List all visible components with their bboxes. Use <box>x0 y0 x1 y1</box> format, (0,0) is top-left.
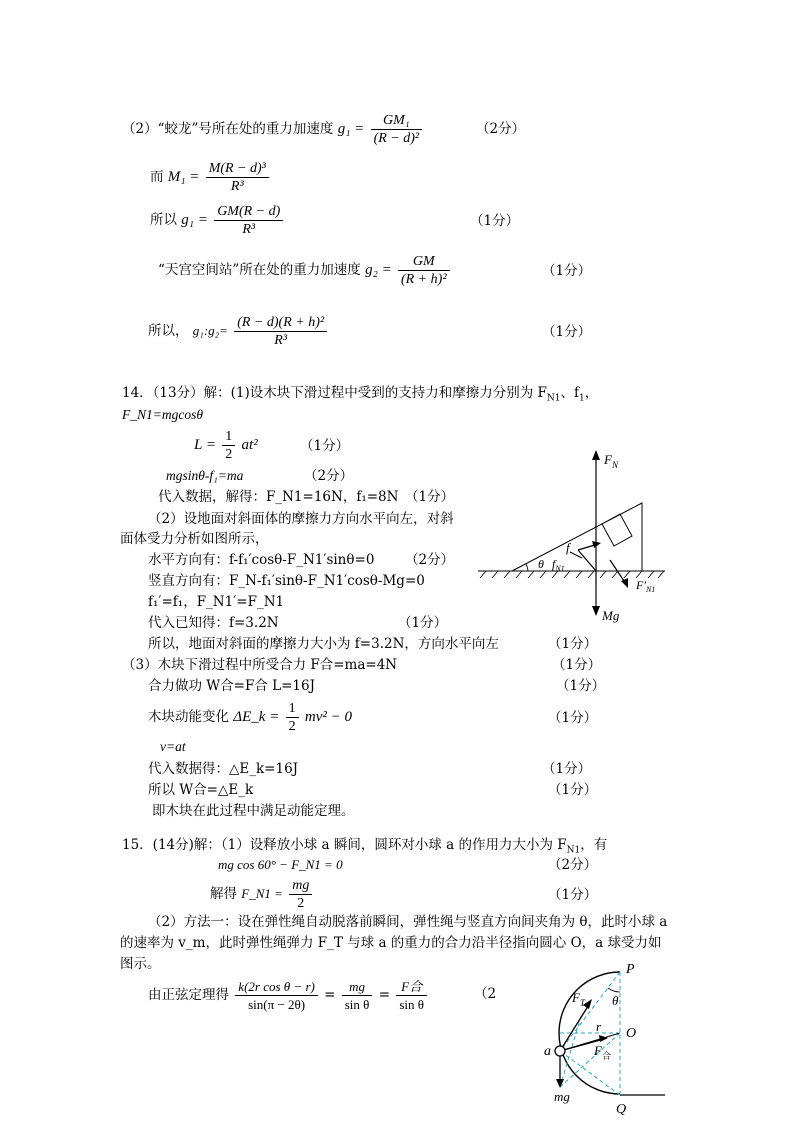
so-g1-denominator: R³ <box>242 222 256 237</box>
g2-label: “天宫空间站”所在处的重力加速度 <box>158 262 361 278</box>
m1-fraction <box>206 160 269 195</box>
sub-data-line: 代入数据，解得：F_N1=16N，f₁=8N <box>158 489 399 505</box>
sine-fraction3 <box>396 978 427 1013</box>
m1-numerator: M(R − d)³ <box>206 160 269 178</box>
so-w-score: （1分） <box>548 782 598 798</box>
g1-label: （2）“蛟龙”号所在处的重力加速度 <box>122 121 334 137</box>
ke-rhs: mv² − 0 <box>304 709 352 725</box>
incline-force-diagram <box>470 440 670 630</box>
horizontal-score: （2分） <box>405 552 455 568</box>
so-g1-fraction <box>214 203 283 238</box>
newton-equation: mgsinθ-f₁=ma <box>166 468 244 483</box>
label-FN1-prime: $F'_{N1}$ <box>636 578 656 594</box>
p2-line2: 面体受力分析如图所示， <box>120 531 269 547</box>
ratio-numerator: (R − d)(R + h)² <box>234 314 327 332</box>
ratio-lhs: g₁:g₂= <box>192 323 228 338</box>
equals-sign-1: = <box>324 987 336 1003</box>
conclusion-score: （1分） <box>548 636 598 652</box>
sine-fraction2 <box>342 978 373 1013</box>
g2-line <box>158 253 452 288</box>
work-line: 合力做功 W合=F合 L=16J <box>148 678 316 694</box>
sine-denominator3: sin θ <box>399 997 424 1012</box>
solve-line <box>210 877 314 912</box>
fn1-equation: F_N1=mgcosθ <box>122 407 203 422</box>
q15-p2-line1: （2）方法一：设在弹性绳自动脱落前瞬间，弹性绳与竖直方向间夹角为 θ，此时小球 a <box>148 914 668 930</box>
label-a: a <box>544 1044 551 1059</box>
p3-score: （1分） <box>552 657 602 673</box>
L-fraction <box>222 428 235 463</box>
solve-score: （1分） <box>548 887 598 903</box>
known-score: （1分） <box>398 615 448 631</box>
sine-numerator1: k(2r cos θ − r) <box>235 978 318 996</box>
theta-arc-P <box>608 988 620 992</box>
incline-triangle <box>512 503 642 571</box>
g1-denominator: (R − d)² <box>373 131 420 146</box>
sub-data-score: （1分） <box>405 489 455 505</box>
g2-denominator: (R + h)² <box>401 272 447 287</box>
ground-hatching <box>480 571 664 578</box>
sine-fraction1 <box>235 978 318 1013</box>
sine-denominator2: sin θ <box>344 997 370 1012</box>
solve-numerator: mg <box>289 877 312 895</box>
fhe-arrowhead <box>599 1035 608 1042</box>
L-score: （1分） <box>300 438 350 454</box>
so-w-line: 所以 W合=△E_k <box>148 782 254 798</box>
label-theta-ring: θ <box>612 993 619 1008</box>
label-fN1: $f_{N1}$ <box>552 557 565 573</box>
L-denominator: 2 <box>225 447 233 462</box>
g1-line <box>122 112 424 147</box>
q14-head-sub2: 1 <box>579 393 585 404</box>
label-Fhe: $F_合$ <box>594 1043 611 1061</box>
label-r: r <box>596 1019 602 1034</box>
g1-numerator: GM₁ <box>371 112 423 130</box>
sine-denominator1: sin(π − 2θ) <box>248 997 306 1012</box>
ke-line <box>148 700 352 735</box>
solve-label: 解得 <box>210 886 237 902</box>
sub-ke-score: （1分） <box>542 761 592 777</box>
q14-head-text: 14．（13分）解：(1)设木块下滑过程中受到的支持力和摩擦力分别为 F <box>122 385 547 401</box>
g2-numerator: GM <box>398 253 450 271</box>
q14-head-end: ， <box>584 385 599 401</box>
label-FT: $F_T$ <box>572 990 585 1008</box>
work-score: （1分） <box>556 678 606 694</box>
ke-fraction <box>286 700 299 735</box>
sub-ke-line: 代入数据得：△E_k=16J <box>148 761 299 777</box>
ke-numerator: 1 <box>286 700 299 718</box>
L-equation <box>194 428 258 463</box>
ball-a <box>555 1046 565 1056</box>
construction-line <box>560 1033 620 1087</box>
equals-sign-2: = <box>378 987 391 1003</box>
ke-lhs: ΔE_k = <box>233 709 280 725</box>
sine-score: （2 <box>474 986 497 1002</box>
known-line: 代入已知得：f=3.2N <box>148 615 279 631</box>
label-theta: θ <box>538 557 544 571</box>
ke-score: （1分） <box>548 710 598 726</box>
ratio-label: 所以， <box>148 323 189 339</box>
L-lhs: L = <box>194 437 216 453</box>
q14-head-sub1: N1 <box>546 393 561 404</box>
solve-denominator: 2 <box>297 896 305 911</box>
label-Q: Q <box>616 1102 627 1117</box>
horizontal-equation: 水平方向有：f-f₁′cosθ-F_N1′sinθ=0 <box>148 552 375 568</box>
ratio-denominator: R³ <box>274 333 288 348</box>
label-P: P <box>626 962 635 977</box>
g1-fraction <box>371 112 423 147</box>
line-P-to-a <box>560 972 620 1051</box>
v-equation: v=at <box>160 739 186 754</box>
fn-arrowhead <box>592 450 600 460</box>
ratio-fraction <box>234 314 327 349</box>
label-FN: $F_N$ <box>604 452 618 470</box>
mg-arrowhead-ring <box>556 1079 564 1088</box>
so-g1-line <box>150 203 285 238</box>
m1-lhs: M₁ = <box>167 169 200 185</box>
label-Mg: Mg <box>602 608 620 623</box>
ring-force-diagram <box>520 955 680 1123</box>
newton-score: （2分） <box>304 468 354 484</box>
L-numerator: 1 <box>222 428 235 446</box>
g1-score: （2分） <box>476 121 526 137</box>
label-mg-ring: mg <box>554 1089 570 1104</box>
vertical-equation: 竖直方向有：F_N-f₁′sinθ-F_N1′cosθ-Mg=0 <box>148 573 425 589</box>
g1-lhs: g₁ = <box>337 121 365 137</box>
ratio-score: （1分） <box>542 324 592 340</box>
wood-block <box>602 514 632 546</box>
solve-fraction <box>289 877 312 912</box>
equality-line: f₁′=f₁，F_N1′=F_N1 <box>148 594 285 610</box>
q15-head-sub: N1 <box>566 845 581 856</box>
ke-label: 木块动能变化 <box>148 709 229 725</box>
q15-p2-line2: 的速率为 v_m，此时弹性绳弹力 F_T 与球 a 的重力的合力沿半径指向圆心 O，a 球受力如 <box>120 935 662 951</box>
q15-head-text: 15．(14分)解：（1）设释放小球 a 瞬间，圆环对小球 a 的作用力大小为 F <box>122 837 567 853</box>
p3-line: （3）木块下滑过程中所受合力 F合=ma=4N <box>122 657 398 673</box>
ke-denominator: 2 <box>288 719 296 734</box>
sine-numerator2: mg <box>342 978 373 996</box>
ratio-line <box>148 314 329 349</box>
theta-arc <box>526 564 528 571</box>
sine-numerator3: F合 <box>396 978 427 996</box>
conclusion-line: 所以，地面对斜面的摩擦力大小为 f=3.2N，方向水平向左 <box>148 636 499 652</box>
m1-denominator: R³ <box>230 179 244 194</box>
L-rhs: at² <box>241 437 258 453</box>
label-O: O <box>626 1026 637 1041</box>
so-g1-label: 所以 <box>150 212 177 228</box>
so-g1-numerator: GM(R − d) <box>214 203 283 221</box>
q15-head-end: ，有 <box>580 837 608 853</box>
q15-heading <box>122 836 607 860</box>
g2-fraction <box>398 253 450 288</box>
sine-line <box>148 978 429 1013</box>
f1-arrow <box>578 550 596 571</box>
eq1-line: mg cos 60° − F_N1 = 0 <box>218 857 343 872</box>
solve-lhs: F_N1 = <box>241 886 283 901</box>
eq1-score: （2分） <box>548 857 598 873</box>
sine-label: 由正弦定理得 <box>148 987 229 1003</box>
q14-heading <box>122 384 598 408</box>
q14-head-mid: 、f <box>560 385 579 401</box>
q15-p2-line3: 图示。 <box>120 956 161 972</box>
theorem-line: 即木块在此过程中满足动能定理。 <box>152 803 355 819</box>
so-g1-lhs: g₁ = <box>181 212 208 228</box>
p2-line1: （2）设地面对斜面体的摩擦力方向水平向左，对斜 <box>148 511 454 527</box>
m1-label: 而 <box>150 169 164 185</box>
mg-arrowhead <box>592 606 600 616</box>
so-g1-score: （1分） <box>470 213 520 229</box>
label-f: f <box>566 540 570 555</box>
g2-lhs: g₂ = <box>365 262 392 278</box>
m1-line <box>150 160 271 195</box>
g2-score: （1分） <box>542 263 592 279</box>
fn1p-arrowhead <box>621 578 628 588</box>
